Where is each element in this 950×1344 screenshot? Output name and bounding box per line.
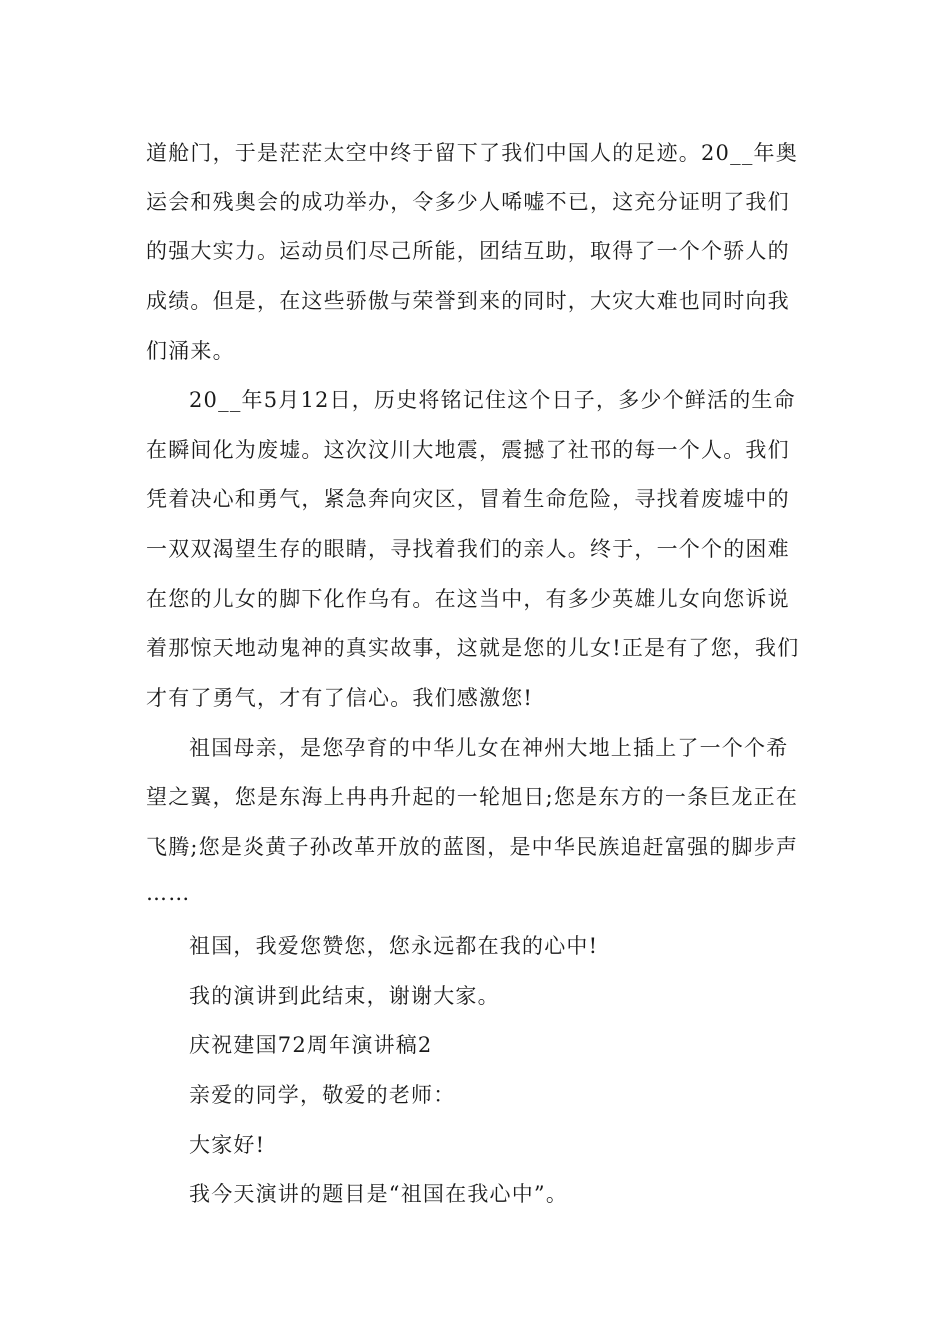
text-line: 祖国，我爱您赞您，您永远都在我的心中! bbox=[189, 934, 599, 958]
text-line: 道舱门，于是茫茫太空中终于留下了我们中国人的足迹。20__年奥 bbox=[146, 141, 798, 165]
text-line: 飞腾;您是炎黄子孙改革开放的蓝图，是中华民族追赶富强的脚步声 bbox=[146, 835, 799, 859]
text-line: 运会和残奥会的成功举办，令多少人唏嘘不已，这充分证明了我们 bbox=[146, 190, 790, 214]
text-line: 才有了勇气，才有了信心。我们感激您! bbox=[146, 686, 534, 710]
text-line: 着那惊天地动鬼神的真实故事，这就是您的儿女!正是有了您，我们 bbox=[146, 636, 800, 660]
section-title: 庆祝建国72周年演讲稿2 bbox=[189, 1033, 433, 1057]
text-line: 我今天演讲的题目是“祖国在我心中”。 bbox=[189, 1182, 569, 1206]
text-line: 在您的儿女的脚下化作乌有。在这当中，有多少英雄儿女向您诉说 bbox=[146, 587, 790, 611]
text-line: 们涌来。 bbox=[146, 339, 235, 363]
text-line: 凭着决心和勇气，紧急奔向灾区，冒着生命危险，寻找着废墟中的 bbox=[146, 487, 790, 511]
text-line: 我的演讲到此结束，谢谢大家。 bbox=[189, 984, 500, 1008]
text-line: …… bbox=[146, 881, 191, 905]
greeting: 大家好! bbox=[189, 1133, 266, 1157]
text-line: 祖国母亲，是您孕育的中华儿女在神州大地上插上了一个个希 bbox=[189, 736, 789, 760]
text-line: 一双双渴望生存的眼睛，寻找着我们的亲人。终于，一个个的困难 bbox=[146, 537, 790, 561]
text-line: 20__年5月12日，历史将铭记住这个日子，多少个鲜活的生命 bbox=[189, 388, 796, 412]
salutation: 亲爱的同学，敬爱的老师： bbox=[189, 1083, 456, 1107]
text-line: 在瞬间化为废墟。这次汶川大地震，震撼了社邗的每一个人。我们 bbox=[146, 438, 790, 462]
text-line: 望之翼，您是东海上冉冉升起的一轮旭日;您是东方的一条巨龙正在 bbox=[146, 785, 799, 809]
text-line: 的强大实力。运动员们尽己所能，团结互助，取得了一个个骄人的 bbox=[146, 239, 790, 263]
text-line: 成绩。但是，在这些骄傲与荣誉到来的同时，大灾大难也同时向我 bbox=[146, 289, 790, 313]
